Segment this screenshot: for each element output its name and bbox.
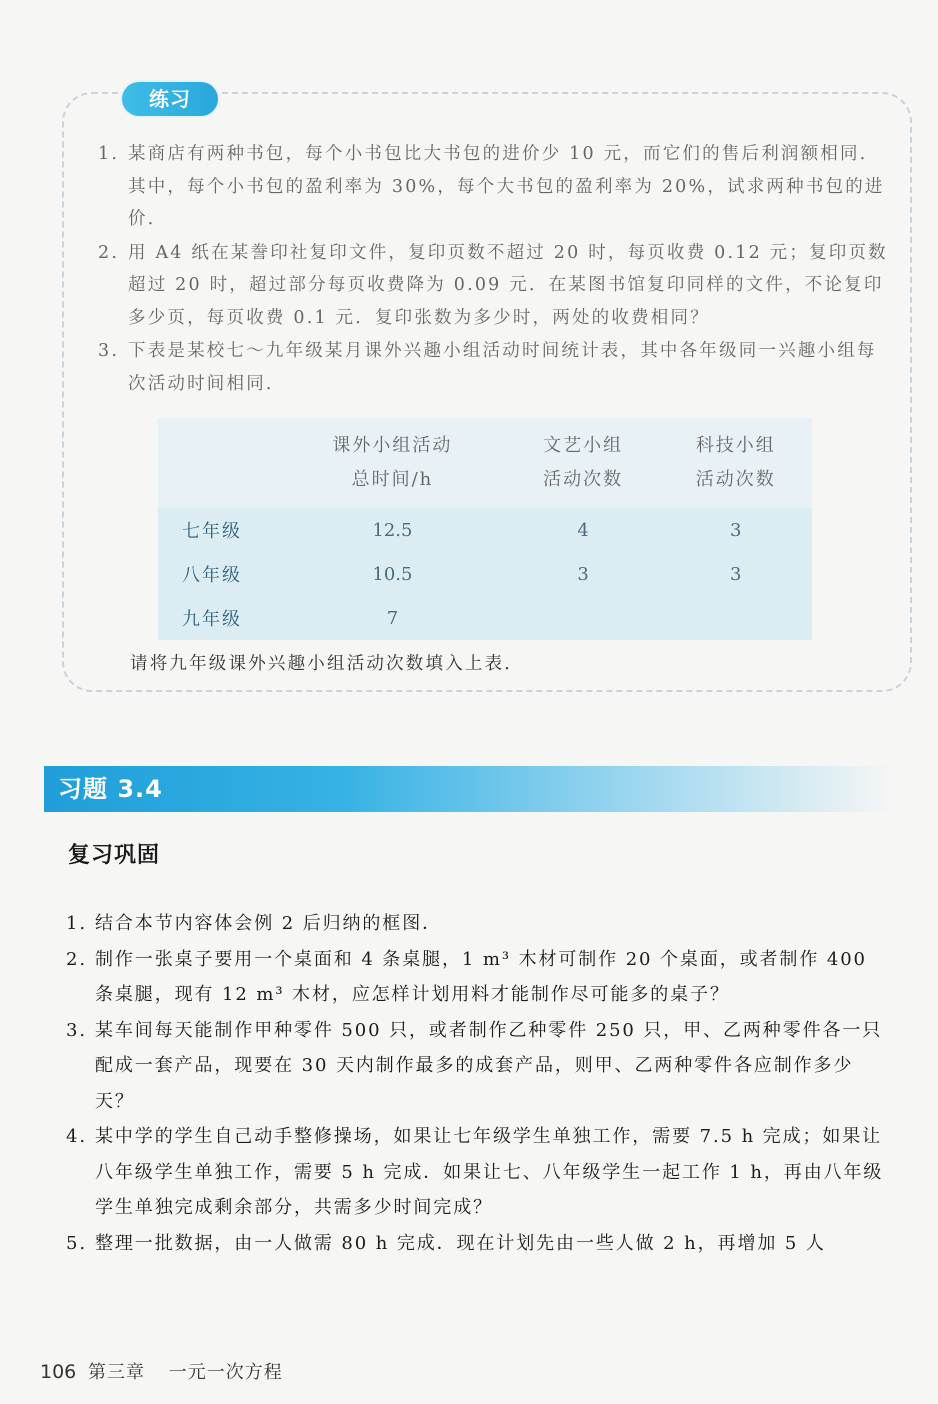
exercise-list (66, 906, 890, 1261)
chapter-label: 第三章 (88, 1362, 145, 1383)
practice-item (98, 138, 888, 236)
table-cell: 10.5 (372, 563, 413, 585)
exercise-item (66, 1226, 890, 1262)
exercise-banner (44, 766, 894, 812)
activity-stats-table (158, 418, 812, 640)
practice-item-text: 用 A4 纸在某誊印社复印文件，复印页数不超过 20 时，每页收费 0.12 元；复印页数超过 20 时，超过部分每页收费降为 0.09 元．在某图书馆复印同样的文件，不论复印多少页，每页收费 0.1 元．复印张数为多少时，两处的收费相同？ (128, 242, 888, 328)
exercise-item (66, 906, 890, 942)
exercise-item-text: 某车间每天能制作甲种零件 500 只，或者制作乙种零件 250 只，甲、乙两种零件各一只配成一套产品，现要在 30 天内制作最多的成套产品，则甲、乙两种零件各应制作多少天？ (95, 1019, 883, 1112)
exercise-item-number: 5. (66, 1232, 87, 1254)
section-heading: 复习巩固 (68, 843, 161, 868)
table-row-label: 八年级 (182, 565, 242, 586)
table-cell: 3 (729, 563, 742, 585)
exercise-item-text: 某中学的学生自己动手整修操场，如果让七年级学生单独工作，需要 7.5 h 完成；如果让八年级学生单独工作，需要 5 h 完成．如果让七、八年级学生一起工作 1 h，再由八年级学生单独完成剩余部分，共需多少时间完成？ (95, 1126, 884, 1218)
table-header-arts-count: 文艺小组 活动次数 (543, 435, 624, 490)
exercise-item-number: 1. (66, 913, 87, 934)
table-row (158, 596, 812, 640)
table-cell: 3 (577, 563, 589, 585)
table-instruction: 请将九年级课外兴趣小组活动次数填入上表． (130, 654, 524, 674)
table-header-total-time: 课外小组活动 总时间/h (332, 435, 453, 490)
table-row-label: 七年级 (182, 521, 242, 542)
exercise-item-text: 整理一批数据，由一人做需 80 h 完成．现在计划先由一些人做 2 h，再增加 5 人 (95, 1232, 826, 1254)
table-cell: 4 (577, 519, 589, 541)
table-row (158, 552, 812, 596)
practice-item (98, 335, 888, 400)
table-header-empty (158, 418, 278, 508)
practice-item (98, 237, 888, 335)
exercise-item-number: 2. (66, 948, 87, 970)
exercise-item-number: 3. (66, 1019, 87, 1041)
table-cell-empty (507, 596, 660, 640)
table-header-row (158, 418, 812, 508)
practice-item-text: 下表是某校七～九年级某月课外兴趣小组活动时间统计表，其中各年级同一兴趣小组每次活动时间相同． (128, 341, 877, 394)
exercise-title: 习题 3.4 (58, 775, 163, 803)
practice-item-number: 3. (98, 341, 120, 361)
practice-list (98, 138, 888, 401)
exercise-item (66, 942, 890, 1013)
page-number: 106 (40, 1361, 77, 1383)
table-cell: 12.5 (372, 519, 413, 541)
exercise-item (66, 1013, 890, 1120)
exercise-item (66, 1119, 890, 1226)
exercise-item-text: 制作一张桌子要用一个桌面和 4 条桌腿，1 m³ 木材可制作 20 个桌面，或者制作 400 条桌腿，现有 12 m³ 木材，应怎样计划用料才能制作尽可能多的桌子？ (95, 948, 867, 1005)
table-row (158, 508, 812, 552)
table-cell: 3 (729, 519, 742, 541)
page-footer (40, 1358, 283, 1384)
table-cell: 7 (386, 607, 399, 629)
exercise-item-text: 结合本节内容体会例 2 后归纳的框图． (95, 913, 442, 934)
table-row-label: 九年级 (182, 609, 242, 630)
practice-item-number: 1. (98, 144, 120, 164)
practice-tag: 练习 (122, 82, 218, 116)
chapter-title: 一元一次方程 (168, 1362, 283, 1383)
practice-item-text: 某商店有两种书包，每个小书包比大书包的进价少 10 元，而它们的售后利润额相同．其中，每个小书包的盈利率为 30%，每个大书包的盈利率为 20%，试求两种书包的进价． (128, 144, 885, 229)
table-cell-empty (659, 596, 812, 640)
exercise-item-number: 4. (66, 1126, 87, 1147)
practice-item-number: 2. (98, 242, 120, 263)
table-header-tech-count: 科技小组 活动次数 (695, 435, 776, 490)
